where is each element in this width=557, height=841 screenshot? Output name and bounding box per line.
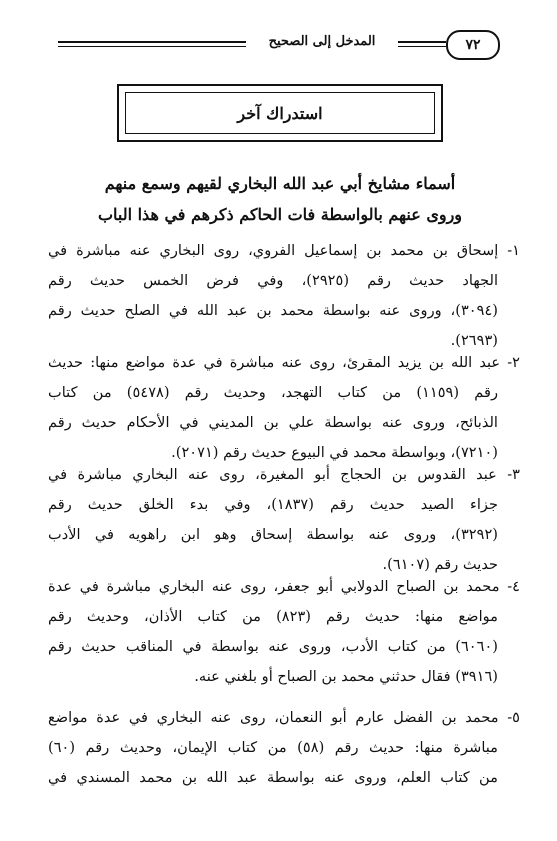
header-rule-left [58, 41, 246, 47]
entry-3 [48, 460, 520, 580]
entry-line: ٢- عبد الله بن يزيد المقرئ، روى عنه مباشرة في عدة مواضع منها: حديث [48, 354, 520, 371]
entry-line: (٦٠٦٠) من كتاب الأدب، وروى عنه بواسطة في المناقب حديث رقم [48, 638, 498, 655]
page-number: ٧٢ [446, 30, 500, 60]
section-title-box [117, 84, 443, 142]
running-title: المدخل إلى الصحيح [268, 34, 376, 49]
entry-line: الذبائح، وروى عنه بواسطة علي بن المديني في الأحكام حديث رقم [48, 414, 498, 431]
section-title: استدراك آخر [125, 92, 435, 134]
chapter-heading-line-1: أسماء مشايخ أبي عبد الله البخاري لقيهم وسمع منهم [104, 174, 456, 193]
entry-line: ٣- عبد القدوس بن الحجاج أبو المغيرة، روى عنه البخاري مباشرة في [48, 466, 520, 483]
entry-line: ٥- محمد بن الفضل عارم أبو النعمان، روى عنه البخاري في عدة مواضع [48, 709, 520, 726]
entry-line: مباشرة منها: حديث رقم (٥٨) من كتاب الإيمان، وحديث رقم (٦٠) [48, 739, 499, 756]
chapter-heading-line-2: وروى عنهم بالواسطة فات الحاكم ذكرهم في هذا الباب [97, 205, 463, 224]
entry-line: (٣٠٩٤)، وروى عنه بواسطة محمد بن عبد الله في الصلح حديث رقم [48, 302, 498, 319]
entry-line: مواضع منها: حديث رقم (٨٢٣) من كتاب الأذان، وحديث رقم [48, 608, 498, 625]
chapter-heading [70, 168, 490, 230]
entry-line: حديث رقم (٦١٠٧). [382, 556, 498, 573]
entry-line: من كتاب العلم، وروى عنه بواسطة عبد الله بن محمد المسندي في [48, 769, 498, 786]
entry-line: ١- إسحاق بن محمد بن إسماعيل الفروي، روى البخاري عنه مباشرة في [48, 242, 520, 259]
entry-line: (٢٦٩٣). [450, 332, 498, 349]
header-rule-right [398, 41, 446, 47]
entry-2 [48, 348, 520, 468]
entry-5 [48, 703, 520, 793]
entry-line: (٣٢٩٢)، وروى عنه بواسطة إسحاق وهو ابن راهويه في الأدب [48, 526, 498, 543]
entry-line: ٤- محمد بن الصباح الدولابي أبو جعفر، روى عنه البخاري مباشرة في عدة [48, 578, 520, 595]
entry-1 [48, 236, 520, 356]
entry-line: جزاء الصيد حديث رقم (١٨٣٧)، وفي بدء الخلق حديث رقم [48, 496, 498, 513]
entry-4 [48, 572, 520, 692]
entry-line: رقم (١١٥٩) من كتاب التهجد، وحديث رقم (٥٤٧٨) من كتاب [48, 384, 499, 401]
entry-line: (٧٢١٠)، وبواسطة محمد في البيوع حديث رقم (٢٠٧١). [171, 444, 498, 461]
entry-line: الجهاد حديث رقم (٢٩٢٥)، وفي فرض الخمس حديث رقم [48, 272, 499, 289]
entry-line: (٣٩١٦) فقال حدثني محمد بن الصباح أو بلغني عنه. [194, 668, 498, 685]
running-header [58, 30, 500, 60]
